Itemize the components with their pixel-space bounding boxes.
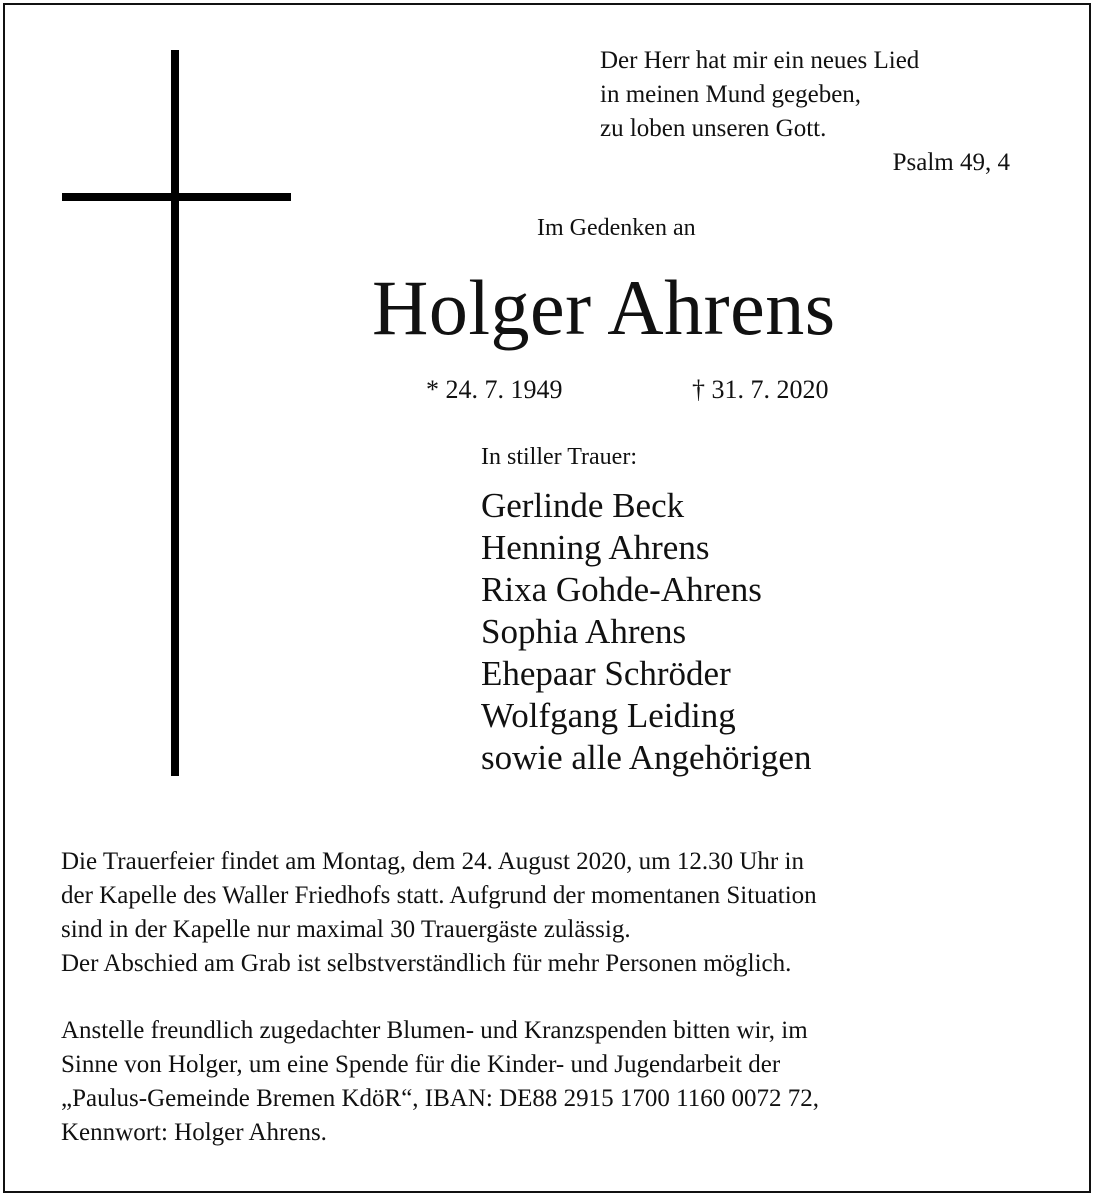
paragraph-line: Anstelle freundlich zugedachter Blumen- und Kranzspenden bitten wir, im: [61, 1017, 808, 1044]
verse-line: zu loben unseren Gott.: [600, 115, 827, 142]
paragraph-line: Kennwort: Holger Ahrens.: [61, 1119, 327, 1146]
verse-line: Der Herr hat mir ein neues Lied: [600, 47, 920, 74]
mourner-name: Sophia Ahrens: [481, 612, 687, 651]
verse-reference: Psalm 49, 4: [892, 149, 1010, 176]
cross-horizontal-bar: [62, 193, 291, 201]
paragraph-line: sind in der Kapelle nur maximal 30 Trauergäste zulässig.: [61, 916, 631, 943]
cross-vertical-bar: [171, 50, 179, 776]
paragraph-line: Der Abschied am Grab ist selbstverständlich für mehr Personen möglich.: [61, 950, 792, 977]
verse-line: in meinen Mund gegeben,: [600, 81, 862, 108]
mourner-name: Wolfgang Leiding: [481, 696, 736, 735]
bible-verse: [600, 44, 1010, 180]
birth-date: * 24. 7. 1949: [426, 375, 563, 404]
mourner-name: Rixa Gohde-Ahrens: [481, 570, 762, 609]
paragraph-line: Die Trauerfeier findet am Montag, dem 24. August 2020, um 12.30 Uhr in: [61, 848, 804, 875]
death-date: † 31. 7. 2020: [692, 375, 829, 404]
ceremony-paragraph: [61, 845, 1051, 981]
donation-paragraph: [61, 1014, 1051, 1150]
memorial-intro: Im Gedenken an: [537, 215, 696, 241]
mourner-name: Ehepaar Schröder: [481, 654, 731, 693]
paragraph-line: Sinne von Holger, um eine Spende für die Kinder- und Jugendarbeit der: [61, 1051, 781, 1078]
mourner-name: Henning Ahrens: [481, 528, 710, 567]
mourners-list: [481, 485, 811, 779]
mourning-label: In stiller Trauer:: [481, 444, 637, 470]
paragraph-line: „Paulus-Gemeinde Bremen KdöR“, IBAN: DE88 2915 1700 1160 0072 72,: [61, 1085, 819, 1112]
mourner-name: Gerlinde Beck: [481, 486, 685, 525]
mourner-name: sowie alle Angehörigen: [481, 738, 812, 777]
paragraph-line: der Kapelle des Waller Friedhofs statt. Aufgrund der momentanen Situation: [61, 882, 817, 909]
deceased-name: Holger Ahrens: [372, 264, 836, 351]
